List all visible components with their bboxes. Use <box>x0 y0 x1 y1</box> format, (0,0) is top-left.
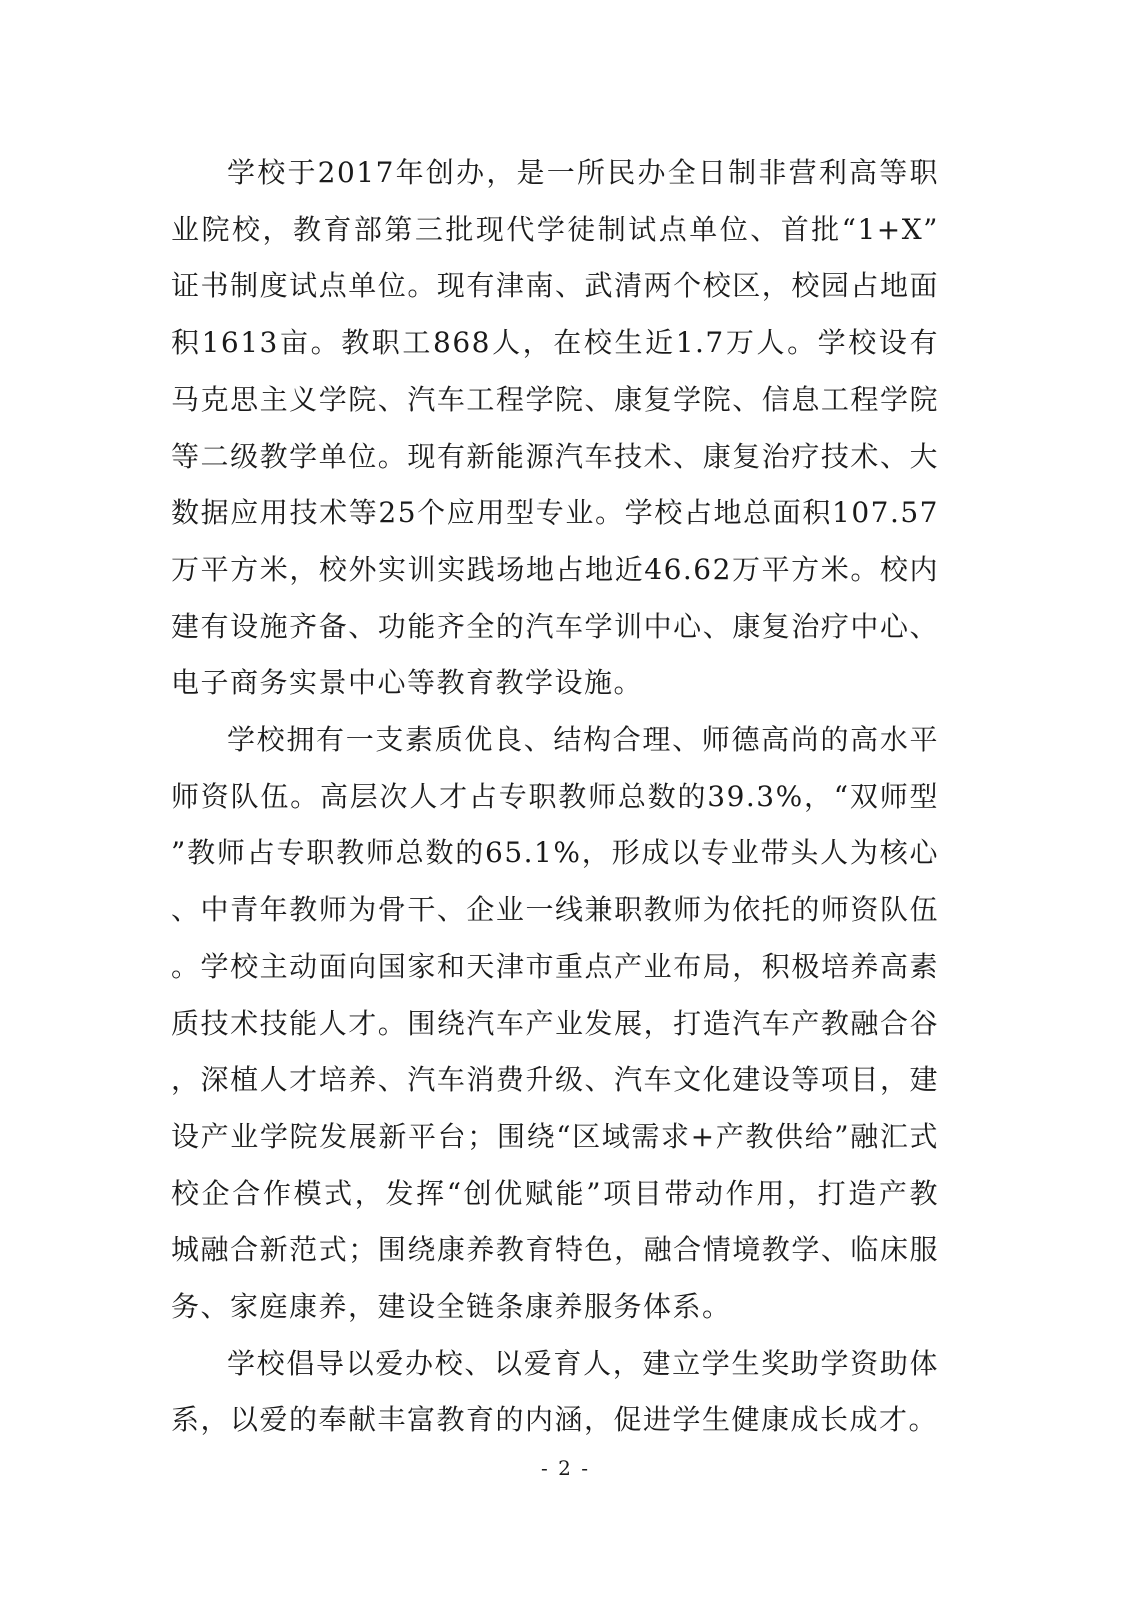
paragraph-school-overview: 学校于2017年创办，是一所民办全日制非营利高等职业院校，教育部第三批现代学徒制试点单位、首批“1+X”证书制度试点单位。现有津南、武清两个校区，校园占地面积1613亩。教职工868人，在校生近1.7万人。学校设有马克思主义学院、汽车工程学院、康复学院、信息工程学院等二级教学单位。现有新能源汽车技术、康复治疗技术、大数据应用技术等25个应用型专业。学校占地总面积107.57万平方米，校外实训实践场地占地近46.62万平方米。校内建有设施齐备、功能齐全的汽车学训中心、康复治疗中心、电子商务实景中心等教育教学设施。 <box>171 156 939 700</box>
document-body <box>171 145 939 1449</box>
paragraph-student-support: 学校倡导以爱办校、以爱育人，建立学生奖助学资助体系，以爱的奉献丰富教育的内涵，促进学生健康成长成才。 <box>171 1346 939 1437</box>
paragraph-faculty-and-industry: 学校拥有一支素质优良、结构合理、师德高尚的高水平师资队伍。高层次人才占专职教师总数的39.3%，“双师型”教师占专职教师总数的65.1%，形成以专业带头人为核心、中青年教师为骨干、企业一线兼职教师为依托的师资队伍。学校主动面向国家和天津市重点产业布局，积极培养高素质技术技能人才。围绕汽车产业发展，打造汽车产教融合谷，深植人才培养、汽车消费升级、汽车文化建设等项目，建设产业学院发展新平台；围绕“区域需求+产教供给”融汇式校企合作模式，发挥“创优赋能”项目带动作用，打造产教城融合新范式；围绕康养教育特色，融合情境教学、临床服务、家庭康养，建设全链条康养服务体系。 <box>171 723 939 1324</box>
page-number: - 2 - <box>541 1456 590 1480</box>
